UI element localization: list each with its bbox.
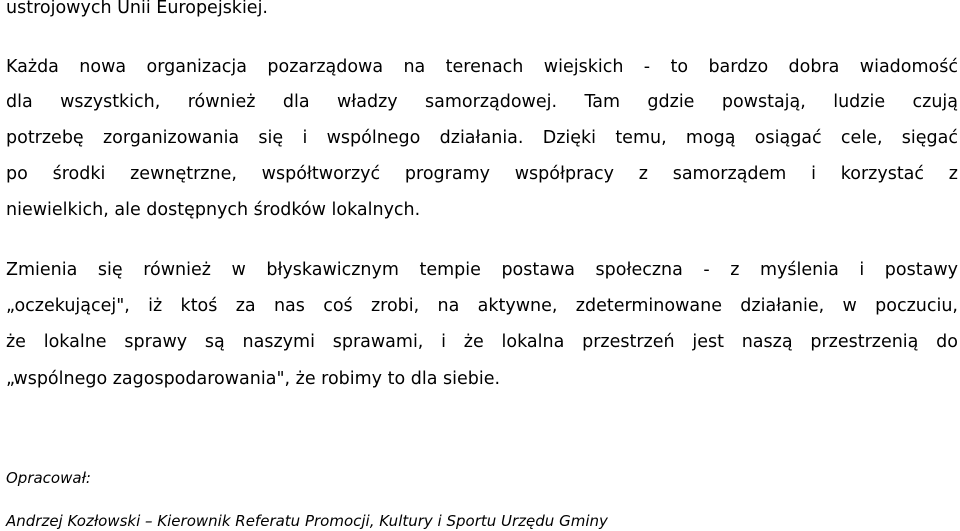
paragraph-2-line-1: Zmienia się również w błyskawicznym tempie postawa społeczna - z myślenia i postawy bbox=[6, 260, 958, 280]
paragraph-2-line-4: „wspólnego zagospodarowania", że robimy to dla siebie. bbox=[6, 369, 501, 389]
paragraph-fragment-line: ustrojowych Unii Europejskiej. bbox=[6, 0, 268, 18]
paragraph-1-line-3: potrzebę zorganizowania się i wspólnego działania. Dzięki temu, mogą osiągać cele, sięgać bbox=[6, 128, 958, 148]
paragraph-1-line-4: po środki zewnętrzne, współtworzyć programy współpracy z samorządem i korzystać z bbox=[6, 164, 958, 184]
paragraph-1-line-1: Każda nowa organizacja pozarządowa na terenach wiejskich - to bardzo dobra wiadomość bbox=[6, 57, 958, 77]
paragraph-1-line-2: dla wszystkich, również dla władzy samorządowej. Tam gdzie powstają, ludzie czują bbox=[6, 92, 958, 112]
paragraph-1-line-5: niewielkich, ale dostępnych środków lokalnych. bbox=[6, 200, 421, 220]
paragraph-2-line-2: „oczekującej", iż ktoś za nas coś zrobi, na aktywne, zdeterminowane działanie, w poczuciu, bbox=[6, 296, 958, 316]
paragraph-2-line-3: że lokalne sprawy są naszymi sprawami, i że lokalna przestrzeń jest naszą przestrzenią do bbox=[6, 332, 958, 352]
prepared-by-label: Opracował: bbox=[6, 469, 91, 487]
author-signature-line: Andrzej Kozłowski – Kierownik Referatu Promocji, Kultury i Sportu Urzędu Gminy bbox=[6, 512, 608, 530]
